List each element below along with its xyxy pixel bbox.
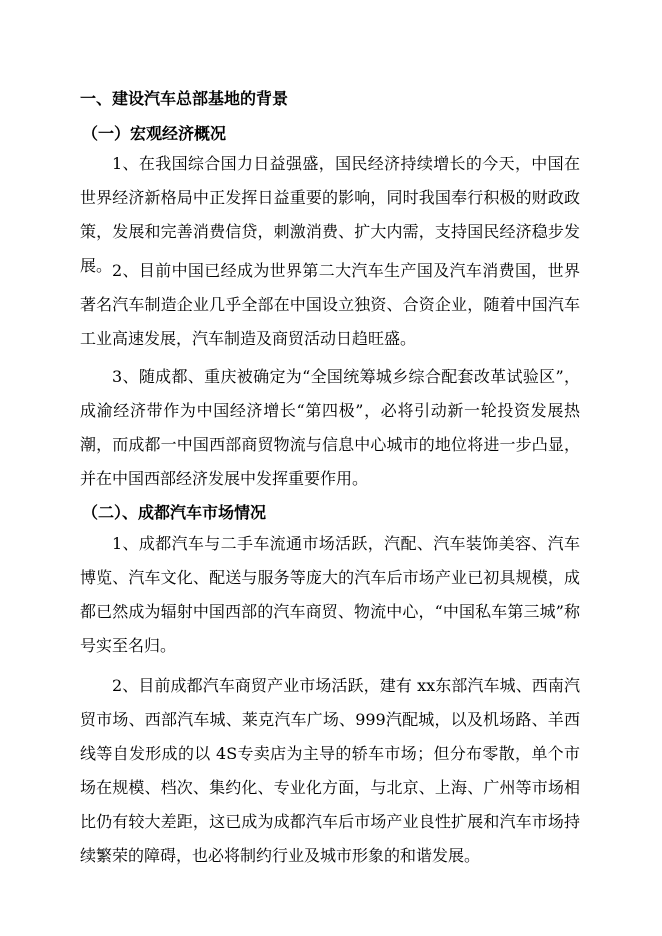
section-2-paragraph-2: 2、目前成都汽车商贸产业市场活跃，建有 xx东部汽车城、西南汽贸市场、西部汽车城、莱克汽车广场、999汽配城，以及机场路、羊西线等自发形成的以 4S专卖店为主导的轿车市场；但分布零散，单个市场在规模、档次、集约化、专业化方面，与北京、上海、广州等市场相比仍有较大差距，这已成为成都汽车后市场产业良性扩展和汽车市场持续繁荣的障碍，也必将制约行业及城市形象的和谐发展。 <box>80 676 580 865</box>
main-heading: 一、建设汽车总部基地的背景 <box>80 89 289 108</box>
section-1-paragraph-2: 2、目前中国已经成为世界第二大汽车生产国及汽车消费国，世界著名汽车制造企业几乎全部在中国设立独资、合资企业，随着中国汽车工业高速发展，汽车制造及商贸活动日趋旺盛。 <box>80 261 580 348</box>
section-1-paragraph-1: 1、在我国综合国力日益强盛，国民经济持续增长的今天，中国在世界经济新格局中正发挥日益重要的影响，同时我国奉行积极的财政政策，发展和完善消费信贷，刺激消费、扩大内需，支持国民经济稳步发展。 <box>80 154 580 275</box>
section-1-title: （一）宏观经济概况 <box>82 124 227 143</box>
section-1-paragraph-3: 3、随成都、重庆被确定为“全国统筹城乡综合配套改革试验区”，成渝经济带作为中国经济增长“第四极”，必将引动新一轮投资发展热潮，而成都一中国西部商贸物流与信息中心城市的地位将进一步凸显，并在中国西部经济发展中发挥重要作用。 <box>80 367 580 488</box>
section-2-title: （二）、成都汽车市场情况 <box>82 503 267 522</box>
section-2-paragraph-1: 1、成都汽车与二手车流通市场活跃，汽配、汽车装饰美容、汽车博览、汽车文化、配送与服务等庞大的汽车后市场产业已初具规模，成都已然成为辐射中国西部的汽车商贸、物流中心，“中国私车第三城”称号实至名归。 <box>80 534 580 655</box>
